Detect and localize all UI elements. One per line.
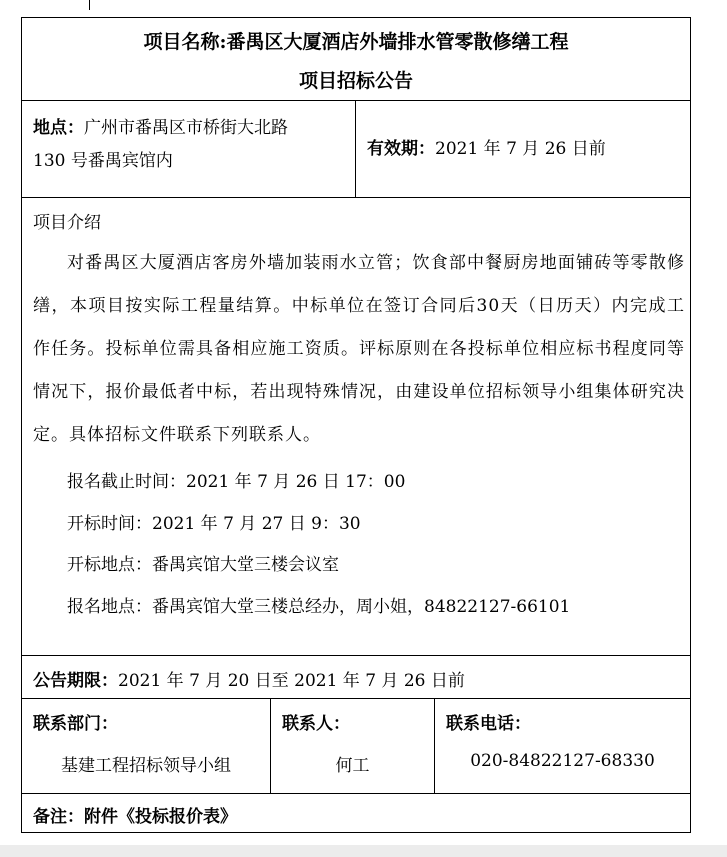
contact-person-label: 联系人： <box>282 714 350 734</box>
remark-row <box>22 794 690 832</box>
intro-paragraph: 对番禺区大厦酒店客房外墙加装雨水立管；饮食部中餐厨房地面铺砖等零散修缮，本项目按实际工程量结算。中标单位在签订合同后30天（日历天）内完成工作任务。投标单位需具备相应施工资质。评标原则在各投标单位相应标书程度同等情况下，报价最低者中标，若出现特殊情况，由建设单位招标领导小组集体研究决定。具体招标文件联系下列联系人。 <box>33 253 685 445</box>
period-value: 2021 年 7 月 20 日至 2021 年 7 月 26 日前 <box>118 671 465 691</box>
notice-title: 项目招标公告 <box>298 70 413 92</box>
location-row <box>22 101 690 198</box>
project-name: 番禺区大厦酒店外墙排水管零散修缮工程 <box>226 31 569 53</box>
tender-notice-table <box>21 17 691 833</box>
intro-heading: 项目介绍 <box>33 213 101 233</box>
project-name-separator: : <box>219 31 227 53</box>
location-value-line1: 广州市番禺区市桥街大北路 <box>84 118 288 138</box>
project-name-line <box>22 27 690 54</box>
page-edge-mark <box>89 0 90 10</box>
notice-period-row <box>22 656 690 699</box>
validity-value: 2021 年 7 月 26 日前 <box>435 139 606 159</box>
location-label: 地点： <box>33 118 84 138</box>
contact-row <box>22 699 690 794</box>
remark-text: 备注：附件《投标报价表》 <box>33 807 237 827</box>
intro-row <box>22 198 690 656</box>
location-cell <box>22 101 356 197</box>
project-name-label: 项目名称 <box>143 31 220 53</box>
signup-deadline: 报名截止时间：2021 年 7 月 26 日 17：00 <box>67 472 406 492</box>
title-row <box>22 18 690 101</box>
bottom-strip <box>0 845 727 857</box>
validity-label: 有效期： <box>367 139 435 159</box>
contact-person-value: 何工 <box>335 756 370 776</box>
validity-cell <box>356 101 690 197</box>
contact-phone-label: 联系电话： <box>446 714 531 734</box>
contact-phone-value: 020-84822127-68330 <box>470 751 655 771</box>
contact-person-cell <box>271 699 435 793</box>
contact-phone-cell <box>435 699 690 793</box>
bid-open-place: 开标地点：番禺宾馆大堂三楼会议室 <box>67 555 339 575</box>
bid-open-time: 开标时间：2021 年 7 月 27 日 9：30 <box>67 514 361 534</box>
contact-dept-label: 联系部门： <box>33 714 118 734</box>
period-label: 公告期限： <box>33 671 118 691</box>
location-value-line2: 130 号番禺宾馆内 <box>33 151 173 171</box>
contact-dept-value: 基建工程招标领导小组 <box>61 756 231 776</box>
signup-place: 报名地点：番禺宾馆大堂三楼总经办，周小姐，84822127-66101 <box>67 597 571 617</box>
contact-dept-cell <box>22 699 271 793</box>
